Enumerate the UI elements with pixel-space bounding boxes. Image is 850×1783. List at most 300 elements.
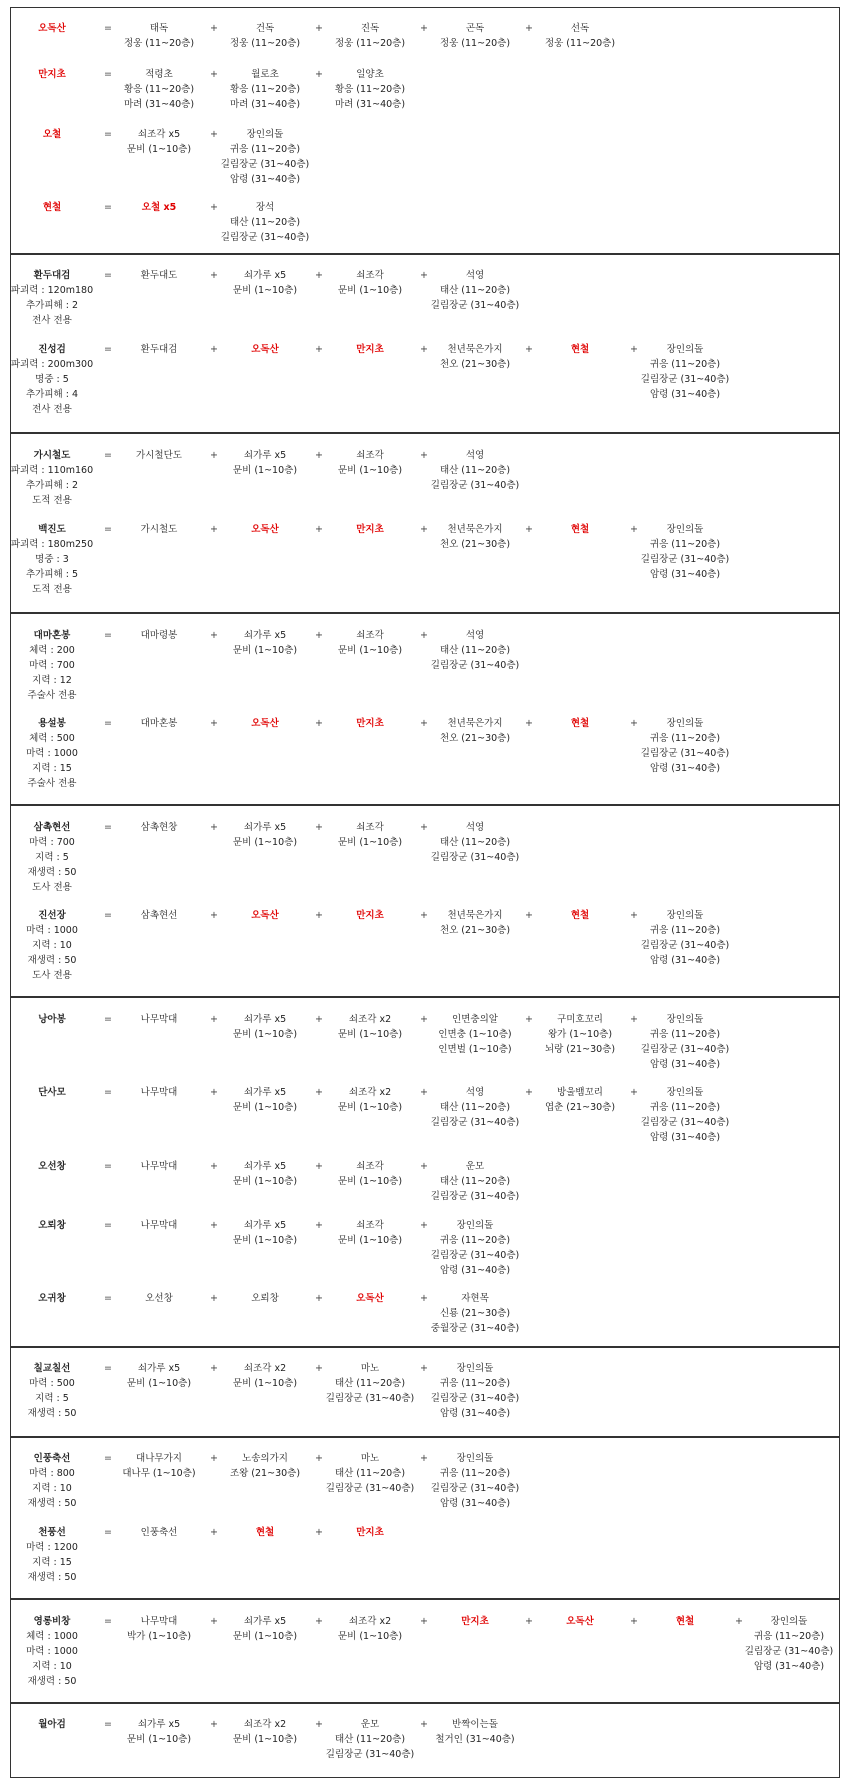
ingredient-source: 귀응 (11~20층) bbox=[439, 1235, 511, 1246]
ingredient-source: 암령 (31~40층) bbox=[753, 1661, 825, 1672]
ingredient-source: 길림장군 (31~40층) bbox=[640, 1117, 730, 1128]
ingredient bbox=[420, 268, 530, 313]
ingredient bbox=[315, 716, 425, 731]
result-name: 오귀창 bbox=[38, 1293, 66, 1304]
ingredient bbox=[104, 628, 214, 643]
ingredient-name: 일양초 bbox=[356, 69, 384, 80]
ingredient-source: 길림장군 (31~40층) bbox=[430, 852, 520, 863]
ingredient-name: 인풍축선 bbox=[140, 1527, 178, 1538]
ingredient bbox=[315, 21, 425, 51]
plus-sign: + bbox=[210, 1453, 218, 1464]
ingredient bbox=[104, 127, 214, 157]
ingredient-source: 정웅 (11~20층) bbox=[123, 38, 195, 49]
equals-sign: = bbox=[104, 630, 112, 641]
ingredient-source: 길림장군 (31~40층) bbox=[640, 554, 730, 565]
ingredient-source: 천오 (21~30층) bbox=[439, 925, 511, 936]
plus-sign: + bbox=[420, 23, 428, 34]
ingredient-name: 오독산 bbox=[251, 344, 279, 355]
equals-sign: = bbox=[104, 718, 112, 729]
result-item bbox=[7, 1717, 97, 1732]
ingredient-name: 현철 bbox=[570, 344, 590, 355]
plus-sign: + bbox=[420, 630, 428, 641]
ingredient-source: 마려 (31~40층) bbox=[334, 99, 406, 110]
ingredient-source: 정웅 (11~20층) bbox=[439, 38, 511, 49]
plus-sign: + bbox=[630, 344, 638, 355]
plus-sign: + bbox=[210, 344, 218, 355]
ingredient-name: 진독 bbox=[360, 23, 380, 34]
ingredient-source: 태산 (11~20층) bbox=[439, 645, 511, 656]
ingredient bbox=[315, 1291, 425, 1306]
result-stat: 재생력 : 50 bbox=[27, 1498, 77, 1509]
equals-sign: = bbox=[104, 1616, 112, 1627]
ingredient-name: 현철 bbox=[255, 1527, 275, 1538]
plus-sign: + bbox=[315, 718, 323, 729]
ingredient bbox=[210, 628, 320, 658]
result-stat: 마력 : 500 bbox=[29, 1378, 75, 1389]
result-item bbox=[7, 67, 97, 82]
plus-sign: + bbox=[315, 910, 323, 921]
plus-sign: + bbox=[420, 1453, 428, 1464]
ingredient bbox=[315, 522, 425, 537]
plus-sign: + bbox=[630, 910, 638, 921]
ingredient bbox=[315, 1525, 425, 1540]
ingredient-name: 운모 bbox=[360, 1719, 380, 1730]
result-stat: 전사 전용 bbox=[32, 404, 72, 415]
ingredient-source: 길림장군 (31~40층) bbox=[430, 1117, 520, 1128]
ingredient-name: 장인의돌 bbox=[456, 1453, 494, 1464]
recipe-section bbox=[10, 805, 840, 997]
ingredient bbox=[210, 1614, 320, 1644]
result-item bbox=[7, 820, 97, 895]
plus-sign: + bbox=[210, 1363, 218, 1374]
result-name: 낭아봉 bbox=[38, 1014, 66, 1025]
ingredient bbox=[210, 67, 320, 112]
ingredient-source: 귀응 (11~20층) bbox=[649, 1029, 721, 1040]
result-name: 환두대검 bbox=[33, 270, 71, 281]
ingredient-source: 정웅 (11~20층) bbox=[544, 38, 616, 49]
plus-sign: + bbox=[315, 450, 323, 461]
result-name: 영롱비창 bbox=[33, 1616, 71, 1627]
recipe-section bbox=[10, 613, 840, 805]
ingredient-source: 길림장군 (31~40층) bbox=[325, 1749, 415, 1760]
ingredient-name: 쇠가루 x5 bbox=[243, 1220, 287, 1231]
ingredient-source: 문비 (1~10층) bbox=[232, 1029, 298, 1040]
plus-sign: + bbox=[420, 1293, 428, 1304]
ingredient bbox=[630, 1614, 740, 1629]
recipe-section bbox=[10, 7, 840, 254]
plus-sign: + bbox=[210, 450, 218, 461]
ingredient-source: 문비 (1~10층) bbox=[337, 285, 403, 296]
result-item bbox=[7, 716, 97, 791]
equals-sign: = bbox=[104, 69, 112, 80]
ingredient-name: 쇠조각 x2 bbox=[348, 1014, 392, 1025]
ingredient bbox=[525, 21, 635, 51]
ingredient-name: 오독산 bbox=[251, 718, 279, 729]
ingredient-name: 장인의돌 bbox=[666, 1014, 704, 1025]
ingredient bbox=[630, 342, 740, 402]
ingredient-name: 만지초 bbox=[356, 910, 384, 921]
plus-sign: + bbox=[315, 1719, 323, 1730]
ingredient-source: 태산 (11~20층) bbox=[439, 465, 511, 476]
ingredient-source: 태산 (11~20층) bbox=[334, 1468, 406, 1479]
ingredient bbox=[420, 908, 530, 938]
ingredient-source: 문비 (1~10층) bbox=[232, 1102, 298, 1113]
ingredient-source: 귀응 (11~20층) bbox=[649, 925, 721, 936]
ingredient-source: 문비 (1~10층) bbox=[232, 645, 298, 656]
plus-sign: + bbox=[630, 1087, 638, 1098]
equals-sign: = bbox=[104, 1363, 112, 1374]
ingredient-source: 문비 (1~10층) bbox=[337, 837, 403, 848]
ingredient-source: 천오 (21~30층) bbox=[439, 539, 511, 550]
result-item bbox=[7, 21, 97, 36]
ingredient bbox=[315, 1717, 425, 1762]
ingredient-source: 문비 (1~10층) bbox=[337, 1102, 403, 1113]
ingredient bbox=[630, 1085, 740, 1145]
result-stat: 마력 : 1000 bbox=[26, 748, 78, 759]
ingredient bbox=[630, 908, 740, 968]
plus-sign: + bbox=[420, 718, 428, 729]
ingredient-name: 구미호꼬리 bbox=[557, 1014, 603, 1025]
result-item bbox=[7, 1614, 97, 1689]
plus-sign: + bbox=[525, 1087, 533, 1098]
ingredient-name: 쇠가루 x5 bbox=[243, 270, 287, 281]
ingredient-source: 문비 (1~10층) bbox=[232, 465, 298, 476]
ingredient-source: 귀응 (11~20층) bbox=[753, 1631, 825, 1642]
ingredient-source: 길림장군 (31~40층) bbox=[744, 1646, 834, 1657]
ingredient-name: 장인의돌 bbox=[666, 1087, 704, 1098]
ingredient-name: 쇠조각 x2 bbox=[243, 1719, 287, 1730]
equals-sign: = bbox=[104, 1527, 112, 1538]
result-stat: 마력 : 800 bbox=[29, 1468, 75, 1479]
ingredient-name: 현철 bbox=[675, 1616, 695, 1627]
ingredient bbox=[420, 716, 530, 746]
ingredient bbox=[420, 522, 530, 552]
ingredient-name: 쇠가루 x5 bbox=[243, 1161, 287, 1172]
result-name: 오뢰창 bbox=[38, 1220, 66, 1231]
ingredient-source: 문비 (1~10층) bbox=[126, 1734, 192, 1745]
plus-sign: + bbox=[525, 1014, 533, 1025]
ingredient bbox=[104, 1085, 214, 1100]
ingredient bbox=[104, 448, 214, 463]
ingredient-name: 마노 bbox=[360, 1363, 380, 1374]
ingredient-name: 석영 bbox=[465, 1087, 485, 1098]
result-item bbox=[7, 1525, 97, 1585]
ingredient-name: 나무막대 bbox=[140, 1014, 178, 1025]
result-stat: 추가피해 : 2 bbox=[26, 480, 78, 491]
ingredient-source: 태산 (11~20층) bbox=[439, 837, 511, 848]
ingredient-name: 자현목 bbox=[461, 1293, 489, 1304]
result-stat: 지력 : 12 bbox=[32, 675, 72, 686]
ingredient-source: 길림장군 (31~40층) bbox=[640, 748, 730, 759]
ingredient-name: 대나무가지 bbox=[136, 1453, 182, 1464]
ingredient-name: 석영 bbox=[465, 450, 485, 461]
plus-sign: + bbox=[315, 1014, 323, 1025]
result-stat: 재생력 : 50 bbox=[27, 867, 77, 878]
equals-sign: = bbox=[104, 1220, 112, 1231]
result-stat: 추가피해 : 2 bbox=[26, 300, 78, 311]
plus-sign: + bbox=[420, 1087, 428, 1098]
plus-sign: + bbox=[420, 1719, 428, 1730]
plus-sign: + bbox=[210, 202, 218, 213]
result-stat: 도사 전용 bbox=[32, 970, 72, 981]
ingredient-source: 엽춘 (21~30층) bbox=[544, 1102, 616, 1113]
ingredient-name: 장인의돌 bbox=[666, 524, 704, 535]
ingredient-name: 건독 bbox=[255, 23, 275, 34]
result-stat: 마력 : 1000 bbox=[26, 925, 78, 936]
result-name: 가시철도 bbox=[33, 450, 71, 461]
result-item bbox=[7, 1012, 97, 1027]
plus-sign: + bbox=[210, 270, 218, 281]
ingredient-source: 귀응 (11~20층) bbox=[649, 1102, 721, 1113]
result-stat: 재생력 : 50 bbox=[27, 955, 77, 966]
ingredient-name: 쇠가루 x5 bbox=[243, 1014, 287, 1025]
result-item bbox=[7, 1451, 97, 1511]
plus-sign: + bbox=[525, 23, 533, 34]
plus-sign: + bbox=[315, 270, 323, 281]
ingredient-source: 문비 (1~10층) bbox=[232, 1176, 298, 1187]
result-stat: 파괴력 : 110m160 bbox=[10, 465, 94, 476]
ingredient-source: 암령 (31~40층) bbox=[649, 955, 721, 966]
ingredient-name: 쇠조각 x5 bbox=[137, 129, 181, 140]
result-stat: 지력 : 15 bbox=[32, 1557, 72, 1568]
ingredient bbox=[210, 268, 320, 298]
plus-sign: + bbox=[210, 1616, 218, 1627]
plus-sign: + bbox=[210, 1014, 218, 1025]
ingredient bbox=[315, 1451, 425, 1496]
ingredient bbox=[420, 1451, 530, 1511]
equals-sign: = bbox=[104, 129, 112, 140]
ingredient-source: 암령 (31~40층) bbox=[649, 763, 721, 774]
ingredient-name: 오독산 bbox=[566, 1616, 594, 1627]
equals-sign: = bbox=[104, 1453, 112, 1464]
ingredient bbox=[525, 1614, 635, 1629]
ingredient-source: 문비 (1~10층) bbox=[337, 1631, 403, 1642]
result-stat: 주술사 전용 bbox=[27, 690, 77, 701]
result-name: 단사모 bbox=[38, 1087, 66, 1098]
ingredient-name: 장인의돌 bbox=[666, 718, 704, 729]
ingredient-name: 만지초 bbox=[356, 524, 384, 535]
ingredient-name: 천년묵은가지 bbox=[447, 524, 503, 535]
result-stat: 도적 전용 bbox=[32, 495, 72, 506]
result-name: 현철 bbox=[42, 202, 62, 213]
ingredient-source: 정웅 (11~20층) bbox=[334, 38, 406, 49]
plus-sign: + bbox=[210, 524, 218, 535]
recipe-section bbox=[10, 433, 840, 613]
ingredient-name: 석영 bbox=[465, 270, 485, 281]
result-stat: 도적 전용 bbox=[32, 584, 72, 595]
plus-sign: + bbox=[210, 23, 218, 34]
ingredient-name: 오독산 bbox=[251, 910, 279, 921]
ingredient-source: 조왕 (21~30층) bbox=[229, 1468, 301, 1479]
ingredient-name: 쇠가루 x5 bbox=[243, 1616, 287, 1627]
ingredient-name: 인면충의알 bbox=[452, 1014, 498, 1025]
ingredient-source: 길림장군 (31~40층) bbox=[430, 1483, 520, 1494]
ingredient bbox=[420, 628, 530, 673]
ingredient-name: 현철 bbox=[570, 718, 590, 729]
ingredient-name: 장인의돌 bbox=[456, 1220, 494, 1231]
ingredient-name: 쇠가루 x5 bbox=[243, 630, 287, 641]
ingredient-name: 만지초 bbox=[356, 718, 384, 729]
result-stat: 마력 : 1000 bbox=[26, 1646, 78, 1657]
plus-sign: + bbox=[210, 69, 218, 80]
ingredient-source: 대나무 (1~10층) bbox=[122, 1468, 196, 1479]
equals-sign: = bbox=[104, 910, 112, 921]
result-item bbox=[7, 1218, 97, 1233]
ingredient-source: 암령 (31~40층) bbox=[649, 1132, 721, 1143]
ingredient bbox=[104, 67, 214, 112]
ingredient bbox=[315, 67, 425, 112]
result-stat: 추가피해 : 4 bbox=[26, 389, 78, 400]
ingredient bbox=[420, 21, 530, 51]
ingredient-source: 길림장군 (31~40층) bbox=[640, 940, 730, 951]
ingredient bbox=[104, 1159, 214, 1174]
ingredient-source: 마려 (31~40층) bbox=[229, 99, 301, 110]
equals-sign: = bbox=[104, 270, 112, 281]
result-stat: 지력 : 10 bbox=[32, 1661, 72, 1672]
ingredient-source: 인면벌 (1~10층) bbox=[438, 1044, 512, 1055]
recipe-section bbox=[10, 997, 840, 1347]
plus-sign: + bbox=[420, 1161, 428, 1172]
plus-sign: + bbox=[420, 270, 428, 281]
ingredient-name: 쇠조각 bbox=[356, 270, 384, 281]
result-stat: 마력 : 1200 bbox=[26, 1542, 78, 1553]
ingredient-name: 오독산 bbox=[251, 524, 279, 535]
ingredient bbox=[734, 1614, 844, 1674]
ingredient bbox=[630, 1012, 740, 1072]
result-stat: 전사 전용 bbox=[32, 315, 72, 326]
plus-sign: + bbox=[315, 69, 323, 80]
result-stat: 체력 : 500 bbox=[29, 733, 75, 744]
ingredient-name: 장인의돌 bbox=[770, 1616, 808, 1627]
ingredient bbox=[210, 127, 320, 187]
ingredient bbox=[420, 1361, 530, 1421]
result-stat: 재생력 : 50 bbox=[27, 1676, 77, 1687]
equals-sign: = bbox=[104, 524, 112, 535]
ingredient bbox=[210, 1361, 320, 1391]
result-stat: 도사 전용 bbox=[32, 882, 72, 893]
equals-sign: = bbox=[104, 202, 112, 213]
result-name: 오철 bbox=[42, 129, 62, 140]
ingredient-name: 나무막대 bbox=[140, 1087, 178, 1098]
ingredient-source: 문비 (1~10층) bbox=[232, 285, 298, 296]
plus-sign: + bbox=[525, 344, 533, 355]
ingredient bbox=[420, 342, 530, 372]
ingredient bbox=[210, 908, 320, 923]
plus-sign: + bbox=[315, 1161, 323, 1172]
ingredient-name: 장석 bbox=[255, 202, 275, 213]
ingredient-name: 장인의돌 bbox=[246, 129, 284, 140]
ingredient bbox=[210, 820, 320, 850]
result-item bbox=[7, 1085, 97, 1100]
ingredient-name: 오뢰창 bbox=[251, 1293, 279, 1304]
result-name: 만지초 bbox=[38, 69, 66, 80]
ingredient-source: 길림장군 (31~40층) bbox=[640, 1044, 730, 1055]
result-stat: 명중 : 3 bbox=[35, 554, 69, 565]
ingredient-source: 길림장군 (31~40층) bbox=[640, 374, 730, 385]
ingredient-name: 나무막대 bbox=[140, 1161, 178, 1172]
plus-sign: + bbox=[735, 1616, 743, 1627]
ingredient bbox=[525, 908, 635, 923]
ingredient-source: 태산 (11~20층) bbox=[439, 1102, 511, 1113]
ingredient-name: 만지초 bbox=[461, 1616, 489, 1627]
result-stat: 마력 : 700 bbox=[29, 660, 75, 671]
result-name: 인풍축선 bbox=[33, 1453, 71, 1464]
ingredient bbox=[315, 1012, 425, 1042]
ingredient-source: 귀응 (11~20층) bbox=[439, 1468, 511, 1479]
ingredient-name: 장인의돌 bbox=[666, 910, 704, 921]
ingredient-name: 오선창 bbox=[145, 1293, 173, 1304]
equals-sign: = bbox=[104, 450, 112, 461]
ingredient-name: 나무막대 bbox=[140, 1616, 178, 1627]
result-stat: 지력 : 5 bbox=[35, 852, 69, 863]
plus-sign: + bbox=[420, 524, 428, 535]
ingredient bbox=[104, 1717, 214, 1747]
ingredient-source: 인면충 (1~10층) bbox=[438, 1029, 512, 1040]
result-item bbox=[7, 1291, 97, 1306]
plus-sign: + bbox=[315, 1616, 323, 1627]
ingredient-name: 쇠가루 x5 bbox=[243, 450, 287, 461]
ingredient-source: 황응 (11~20층) bbox=[123, 84, 195, 95]
ingredient-source: 암령 (31~40층) bbox=[649, 389, 721, 400]
ingredient bbox=[525, 1085, 635, 1115]
plus-sign: + bbox=[420, 344, 428, 355]
plus-sign: + bbox=[315, 23, 323, 34]
result-stat: 지력 : 15 bbox=[32, 763, 72, 774]
ingredient-name: 쇠조각 bbox=[356, 1161, 384, 1172]
result-name: 백진도 bbox=[38, 524, 66, 535]
plus-sign: + bbox=[420, 1014, 428, 1025]
ingredient-source: 길림장군 (31~40층) bbox=[325, 1483, 415, 1494]
ingredient-source: 황응 (11~20층) bbox=[334, 84, 406, 95]
result-item bbox=[7, 342, 97, 417]
ingredient-source: 뇌랑 (21~30층) bbox=[544, 1044, 616, 1055]
result-item bbox=[7, 127, 97, 142]
plus-sign: + bbox=[315, 630, 323, 641]
ingredient-name: 쇠가루 x5 bbox=[243, 1087, 287, 1098]
ingredient-source: 태산 (11~20층) bbox=[334, 1734, 406, 1745]
ingredient bbox=[315, 908, 425, 923]
ingredient bbox=[104, 1291, 214, 1306]
ingredient-name: 만지초 bbox=[356, 344, 384, 355]
ingredient-source: 암령 (31~40층) bbox=[439, 1408, 511, 1419]
ingredient bbox=[315, 1218, 425, 1248]
ingredient bbox=[420, 820, 530, 865]
ingredient-name: 쇠조각 bbox=[356, 630, 384, 641]
ingredient-name: 반짝이는돌 bbox=[452, 1719, 498, 1730]
ingredient-name: 쇠조각 x2 bbox=[348, 1616, 392, 1627]
ingredient-name: 현철 bbox=[570, 910, 590, 921]
equals-sign: = bbox=[104, 1293, 112, 1304]
ingredient-source: 태산 (11~20층) bbox=[439, 1176, 511, 1187]
ingredient bbox=[104, 820, 214, 835]
ingredient-name: 방울뱀꼬리 bbox=[557, 1087, 603, 1098]
plus-sign: + bbox=[315, 1293, 323, 1304]
ingredient-name: 쇠조각 x2 bbox=[243, 1363, 287, 1374]
ingredient-source: 태산 (11~20층) bbox=[334, 1378, 406, 1389]
ingredient-name: 오철 x5 bbox=[141, 202, 177, 213]
ingredient-name: 가시철단도 bbox=[136, 450, 182, 461]
result-item bbox=[7, 1361, 97, 1421]
ingredient-source: 길림장군 (31~40층) bbox=[430, 1393, 520, 1404]
ingredient-name: 대마혼봉 bbox=[140, 718, 178, 729]
plus-sign: + bbox=[210, 1719, 218, 1730]
ingredient-source: 문비 (1~10층) bbox=[126, 144, 192, 155]
ingredient-source: 귀응 (11~20층) bbox=[439, 1378, 511, 1389]
ingredient bbox=[315, 448, 425, 478]
ingredient-name: 적령초 bbox=[145, 69, 173, 80]
ingredient bbox=[420, 1614, 530, 1629]
ingredient bbox=[630, 522, 740, 582]
